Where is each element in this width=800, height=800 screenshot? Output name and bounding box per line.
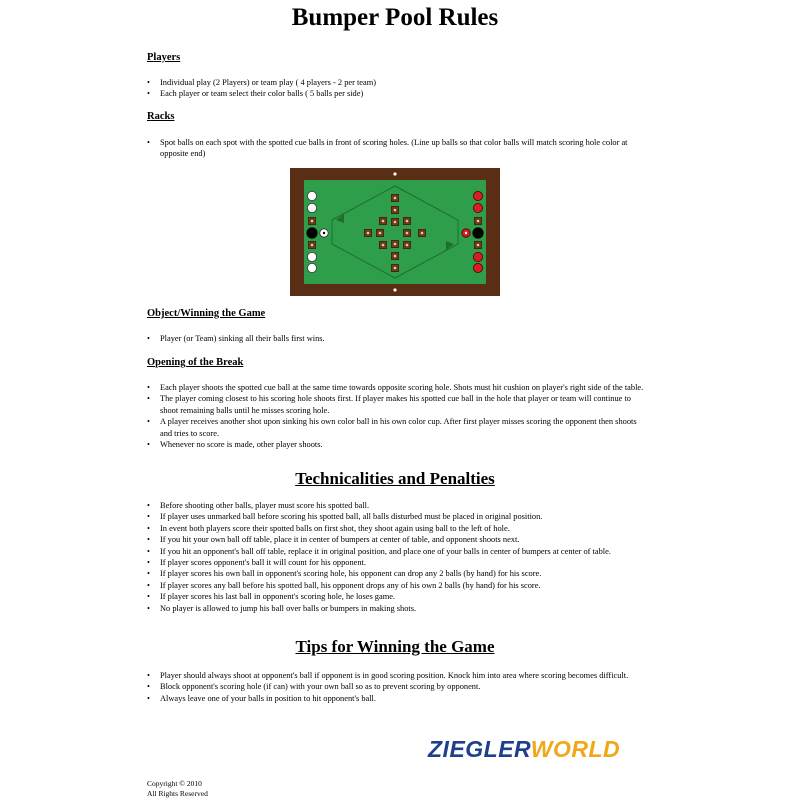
- list-item: • Whenever no score is made, other player shoots.: [147, 439, 647, 450]
- center-bumper-center: [394, 197, 397, 200]
- center-bumper-center: [382, 220, 385, 223]
- rail-diamond: [393, 172, 396, 175]
- left-hole-bumper-center: [311, 244, 314, 247]
- red-ball: [473, 252, 482, 261]
- page-title: Bumper Pool Rules: [291, 4, 499, 31]
- left-scoring-hole: [306, 227, 317, 238]
- bumper-pool-table-diagram: [290, 168, 500, 296]
- copyright-line: Copyright © 2010: [147, 779, 202, 788]
- center-bumper-center: [406, 220, 409, 223]
- list-item: • If player scores his last ball in opponent's scoring hole, he loses game.: [147, 591, 647, 602]
- list-item: • Each player shoots the spotted cue ball at the same time towards opposite scoring hole. Shots must hit cushion on player's right side of the table.: [147, 382, 647, 393]
- center-bumper-center: [406, 232, 409, 235]
- technicalities-heading: Technicalities and Penalties: [295, 469, 495, 488]
- tips-heading: Tips for Winning the Game: [295, 637, 495, 656]
- list-item: • Each player or team select their color balls ( 5 balls per side): [147, 88, 647, 99]
- left-cue-spot: [323, 232, 325, 234]
- list-item: • Always leave one of your balls in position to hit opponent's ball.: [147, 693, 647, 704]
- red-ball: [473, 191, 482, 200]
- center-bumper-center: [394, 255, 397, 258]
- center-bumper-center: [406, 244, 409, 247]
- object-heading: Object/Winning the Game: [147, 308, 266, 319]
- logo-text-ziegler: ZIEGLER: [428, 736, 531, 762]
- racks-list: [147, 137, 647, 160]
- list-item: • Player (or Team) sinking all their balls first wins.: [147, 333, 647, 344]
- red-ball: [473, 203, 482, 212]
- opening-list: [147, 382, 647, 450]
- opening-heading: Opening of the Break: [147, 357, 244, 368]
- tips-list: [147, 670, 647, 704]
- racks-heading: Racks: [147, 111, 175, 122]
- list-item: • If player scores his own ball in opponent's scoring hole, his opponent can drop any 2 balls (by hand) for his score.: [147, 568, 647, 579]
- right-cue-spot: [465, 232, 467, 234]
- red-ball: [473, 263, 482, 272]
- list-item: • A player receives another shot upon sinking his own color ball in his own color cup. After first player misses scoring the opponent then shoots and tries to score.: [147, 416, 647, 439]
- list-item: • If player uses unmarked ball before scoring his spotted ball, all balls disturbed must be placed in original position.: [147, 511, 647, 522]
- technicalities-list: [147, 500, 647, 614]
- list-item: • Player should always shoot at opponent's ball if opponent is in good scoring position. Knock him into area where scoring becomes difficult.: [147, 670, 647, 681]
- list-item: • The player coming closest to his scoring hole shoots first. If player makes his spotted cue ball in the hole that player or team will continue to shoot remaining balls until he misses scoring hole.: [147, 393, 647, 416]
- right-hole-bumper-center: [477, 244, 480, 247]
- white-ball: [307, 252, 316, 261]
- center-bumper-center: [394, 209, 397, 212]
- list-item: • Individual play (2 Players) or team play ( 4 players - 2 per team): [147, 77, 647, 88]
- list-item: • Spot balls on each spot with the spotted cue balls in front of scoring holes. (Line up balls so that color balls will match scoring hole color at opposite end): [147, 137, 647, 160]
- players-heading: Players: [147, 52, 181, 63]
- rail-diamond: [393, 288, 396, 291]
- zieglerworld-logo: [428, 736, 620, 763]
- object-list: [147, 333, 647, 344]
- center-bumper-center: [379, 232, 382, 235]
- right-hole-bumper-center: [477, 220, 480, 223]
- copyright: [147, 779, 208, 798]
- center-bumper-center: [394, 221, 397, 224]
- list-item: • If you hit an opponent's ball off table, replace it in original position, and place one of your balls in center of bumpers at center of table.: [147, 546, 647, 557]
- white-ball: [307, 191, 316, 200]
- center-bumper-center: [421, 232, 424, 235]
- list-item: • Block opponent's scoring hole (if can) with your own ball so as to prevent scoring by opponent.: [147, 681, 647, 692]
- list-item: • No player is allowed to jump his ball over balls or bumpers in making shots.: [147, 603, 647, 614]
- list-item: • If player scores opponent's ball it will count for his opponent.: [147, 557, 647, 568]
- rights-line: All Rights Reserved: [147, 788, 208, 798]
- center-bumper-center: [394, 243, 397, 246]
- players-list: [147, 77, 647, 100]
- list-item: • In event both players score their spotted balls on first shot, they shoot again using ball to the left of hole.: [147, 523, 647, 534]
- center-bumper-center: [367, 232, 370, 235]
- list-item: • Before shooting other balls, player must score his spotted ball.: [147, 500, 647, 511]
- list-item: • If player scores any ball before his spotted ball, his opponent drops any of his own 2 balls (by hand) for his score.: [147, 580, 647, 591]
- center-bumper-center: [382, 244, 385, 247]
- center-bumper-center: [394, 267, 397, 270]
- right-scoring-hole: [472, 227, 483, 238]
- white-ball: [307, 203, 316, 212]
- white-ball: [307, 263, 316, 272]
- list-item: • If you hit your own ball off table, place it in center of bumpers at center of table, and opponent shoots next.: [147, 534, 647, 545]
- left-hole-bumper-center: [311, 220, 314, 223]
- logo-text-world: WORLD: [530, 736, 621, 762]
